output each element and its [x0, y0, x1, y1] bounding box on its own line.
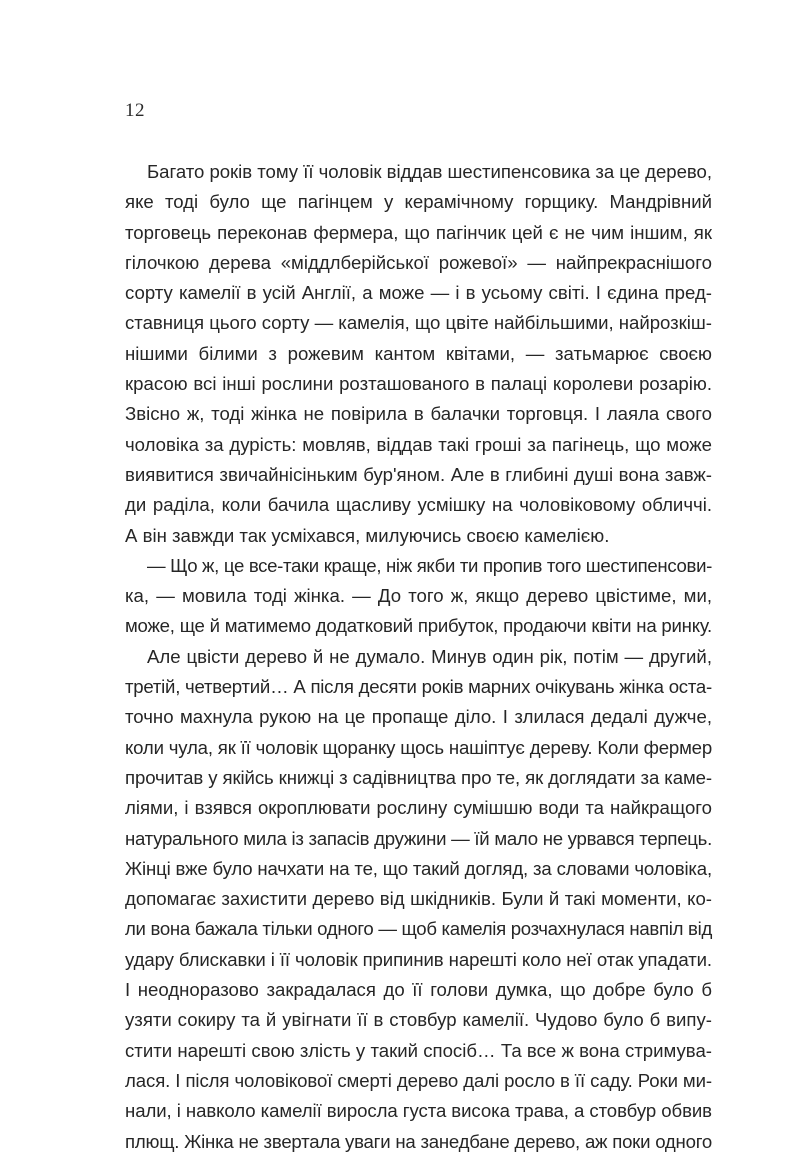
text-line: чоловіка за дурість: мовляв, віддав такі гроші за пагінець, що може [125, 433, 712, 455]
text-line: може, ще й матимемо додатковий прибуток, продаючи квіти на ринку. [125, 615, 712, 637]
text-line: точно махнула рукою на це пропаще діло. І злилася дедалі дужче, [125, 706, 712, 728]
text-line: торговець переконав фермера, що пагінчик цей є не чим іншим, як [125, 221, 712, 243]
text-line: Але цвісти дерево й не думало. Минув один рік, потім — другий, [147, 645, 712, 667]
text-line: узяти сокиру та й увігнати її в стовбур камелії. Чудово було б випу- [125, 1009, 712, 1031]
text-line: Жінці вже було начхати на те, що такий догляд, за словами чоловіка, [125, 857, 712, 879]
page-number: 12 [125, 100, 145, 121]
text-line: ліями, і взявся окроплювати рослину сумішшю води та найкращого [125, 797, 712, 819]
text-line: Багато років тому її чоловік віддав шестипенсовика за це дерево, [147, 161, 712, 182]
text-line: прочитав у якійсь книжці з садівництва про те, як доглядати за каме- [125, 766, 712, 788]
text-line: лася. І після чоловікової смерті дерево далі росло в її саду. Роки ми- [125, 1069, 713, 1091]
text-line: І неодноразово закрадалася до її голови думка, що добре було б [125, 979, 712, 1001]
text-line: коли чула, як її чоловік щоранку щось нашіптує дереву. Коли фермер [125, 736, 712, 758]
text-line: яке тоді було ще пагінцем у керамічному горщику. Мандрівний [125, 191, 712, 213]
text-line: ка, — мовила тоді жінка. — До того ж, якщо дерево цвістиме, ми, [125, 585, 712, 607]
text-line: удару блискавки і її чоловік припинив нарешті коло неї отак упадати. [125, 948, 712, 970]
text-line: А він завжди так усміхався, милуючись своєю камелією. [125, 524, 610, 546]
text-line: допомагає захистити дерево від шкідників. Були й такі моменти, ко- [125, 888, 712, 910]
text-line: нали, і навколо камелії виросла густа висока трава, а стовбур обвив [125, 1100, 712, 1122]
text-line: ди раділа, коли бачила щасливу усмішку на чоловіковому обличчі. [125, 494, 712, 516]
text-line: ли вона бажала тільки одного — щоб камелія розчахнулася навпіл від [125, 918, 712, 940]
text-line: натурального мила із запасів дружини — їй мало не урвався терпець. [125, 827, 712, 849]
text-line: Звісно ж, тоді жінка не повірила в балачки торговця. І лаяла свого [125, 403, 712, 425]
text-line: нішими білими з рожевим кантом квітами, — затьмарює своєю [125, 342, 712, 364]
text-line: третій, четвертий… А після десяти років марних очікувань жінка оста- [125, 676, 712, 698]
text-line: красою всі інші рослини розташованого в палаці королеви розарію. [125, 373, 712, 395]
text-line: стити нарешті свою злість у такий спосіб… Та все ж вона стримува- [125, 1039, 712, 1061]
text-line: плющ. Жінка не звертала уваги на занедбане дерево, аж поки одного [125, 1130, 712, 1152]
text-line: сорту камелії в усій Англії, а може — і в усьому світі. І єдина пред- [125, 282, 712, 304]
text-line: ставниця цього сорту — камелія, що цвіте найбільшими, найрозкіш- [125, 312, 712, 334]
text-line: — Що ж, це все-таки краще, ніж якби ти пропив того шестипенсови- [147, 554, 712, 576]
body-text [125, 157, 712, 1157]
text-line: виявитися звичайнісіньким бур'яном. Але в глибині душі вона завж- [125, 463, 712, 485]
text-line: гілочкою дерева «міддлберійської рожевої» — найпрекраснішого [125, 251, 712, 273]
